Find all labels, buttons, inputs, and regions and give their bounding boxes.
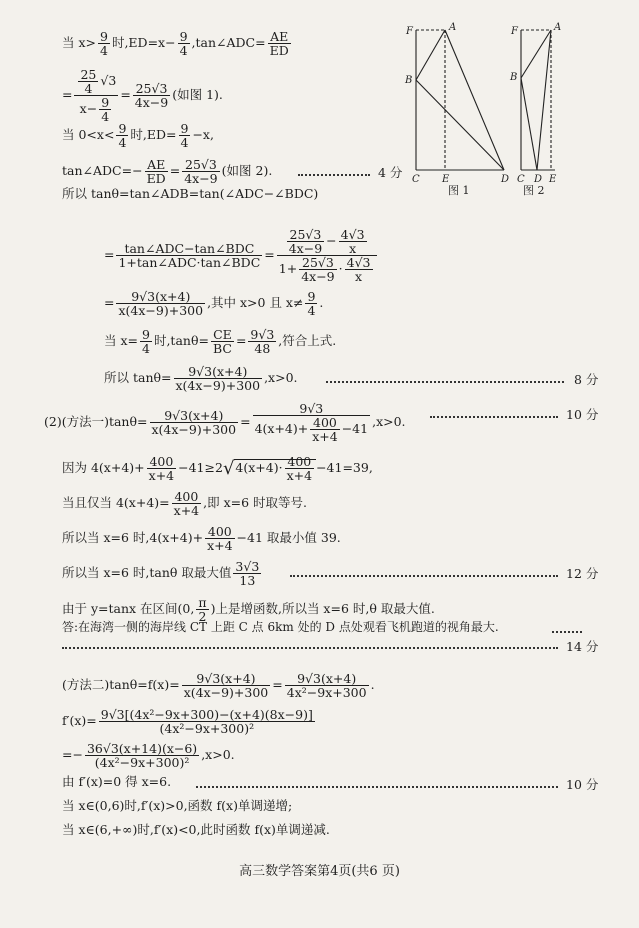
line-13 — [62, 525, 341, 552]
fraction — [116, 290, 205, 317]
fraction — [116, 242, 262, 269]
text: 所以当 x=6 时,4(x+4)+ — [62, 530, 204, 545]
numerator: 400 — [285, 455, 314, 469]
fraction — [174, 365, 263, 392]
compound-fraction — [74, 68, 118, 123]
fraction — [133, 82, 170, 109]
line-22 — [62, 822, 330, 837]
fraction — [179, 122, 191, 149]
text: . — [370, 677, 375, 692]
numerator: 400 — [310, 416, 339, 430]
numerator: 25√3 — [299, 256, 336, 270]
fraction — [299, 256, 336, 283]
denominator: x+4 — [312, 429, 338, 444]
text: 答:在海湾一侧的海岸线 CT 上距 C 点 6km 处的 D 点处观看飞机跑道的视角最大. — [62, 620, 499, 634]
leader-dots — [430, 416, 558, 418]
text: = — [264, 247, 275, 262]
numerator: 9 — [101, 95, 110, 110]
text: (如图 2). — [221, 163, 273, 178]
fraction — [248, 328, 276, 355]
numerator: 9 — [180, 121, 189, 136]
text: = — [62, 87, 73, 102]
text: ,符合上式. — [278, 333, 337, 348]
score-12: 12 分 — [566, 566, 599, 581]
leader-dots — [62, 647, 558, 649]
fraction — [182, 158, 219, 185]
denominator: x(4x−9)+300 — [183, 685, 269, 700]
text: = — [240, 414, 251, 429]
label-e: E — [549, 174, 557, 185]
label-c: C — [412, 174, 420, 185]
fraction — [196, 596, 208, 623]
fraction — [285, 455, 314, 482]
fraction — [268, 30, 291, 57]
score-10: 10 分 — [566, 407, 599, 422]
leader-dots — [298, 174, 370, 176]
denominator — [253, 416, 371, 443]
numerator: tan∠ADC−tan∠BDC — [116, 242, 262, 256]
text: 因为 4(x+4)+ — [62, 460, 145, 475]
figure-1 — [388, 20, 514, 198]
text: 由 f′(x)=0 得 x=6. — [62, 774, 172, 789]
text: 由于 y=tanx 在区间(0, — [62, 601, 195, 616]
fraction — [145, 158, 168, 185]
line-16 — [62, 620, 499, 635]
line-12 — [62, 490, 307, 517]
text: 所以 tanθ= — [104, 370, 172, 385]
denominator: 4 — [84, 81, 93, 96]
denominator: 4 — [307, 303, 316, 318]
text: ,tan∠ADC= — [191, 35, 266, 50]
denominator: 4 — [101, 109, 110, 124]
fraction — [172, 490, 201, 517]
line-8 — [104, 328, 336, 355]
denominator: 2 — [198, 609, 207, 624]
fraction — [150, 409, 239, 436]
text: tan∠ADC=− — [62, 163, 143, 178]
label-d: D — [534, 174, 543, 185]
denominator: 4 — [100, 43, 108, 58]
numerator: 36√3(x+14)(x−6) — [86, 741, 198, 756]
label-b: B — [510, 72, 518, 83]
radical — [234, 454, 316, 483]
text: ,x>0. — [201, 747, 235, 762]
line-3 — [62, 122, 214, 149]
fraction — [98, 30, 110, 57]
text: 当 x∈(0,6)时,f′(x)>0,函数 f(x)单调递增; — [62, 798, 293, 813]
figure-2-caption: 图 2 — [523, 184, 545, 197]
denominator: 4 — [142, 341, 150, 356]
text: −x, — [192, 127, 214, 142]
numerator: AE — [268, 30, 291, 44]
line-20 — [62, 774, 171, 789]
denominator: (4x²−9x+300)² — [94, 755, 190, 770]
line-5 — [62, 186, 318, 201]
numerator: 9 — [307, 289, 316, 304]
label-e: E — [442, 174, 450, 185]
text: = — [169, 163, 181, 178]
denominator: BC — [212, 341, 232, 356]
numerator: 4√3 — [340, 227, 365, 242]
denominator: 4x−9 — [184, 171, 218, 186]
line-21 — [62, 798, 292, 813]
text: ,x>0. — [372, 414, 406, 429]
denominator: 4x²−9x+300 — [286, 685, 367, 700]
denominator: x+4 — [207, 538, 233, 553]
fraction — [116, 122, 128, 149]
text: 时,ED=x− — [111, 35, 176, 50]
text: (2)(方法一)tanθ= — [44, 414, 148, 429]
numerator: AE — [145, 158, 168, 172]
line-10 — [44, 402, 406, 443]
figure-2 — [505, 20, 575, 198]
text: = — [120, 87, 131, 102]
numerator: 9√3(x+4) — [150, 409, 239, 423]
fraction — [78, 68, 98, 95]
denominator: x(4x−9)+300 — [175, 378, 261, 393]
fraction — [310, 416, 339, 443]
denominator: ED — [146, 171, 166, 186]
numerator: 400 — [172, 490, 201, 504]
leader-dots — [196, 786, 558, 788]
line-7 — [104, 290, 323, 317]
denominator: 4 — [180, 135, 189, 150]
compound-fraction — [253, 402, 371, 443]
fraction — [285, 672, 369, 699]
text: =− — [62, 747, 83, 762]
text: ,x>0. — [264, 370, 298, 385]
text: 当且仅当 4(x+4)= — [62, 495, 170, 510]
line-14 — [62, 560, 263, 587]
text: x− — [79, 101, 98, 116]
text: )上是增函数,所以当 x=6 时,θ 取最大值. — [210, 601, 435, 616]
numerator: 9√3(x+4) — [182, 672, 271, 686]
text: ,其中 x>0 且 x≠ — [207, 295, 304, 310]
denominator: x+4 — [173, 503, 200, 518]
score-14: 14 分 — [566, 639, 599, 654]
numerator: 9√3 — [253, 402, 371, 416]
denominator: ED — [269, 43, 289, 58]
denominator: x — [349, 241, 357, 256]
text: 当 x∈(6,+∞)时,f′(x)<0,此时函数 f(x)单调递减. — [62, 822, 330, 837]
fraction — [99, 96, 111, 123]
compound-fraction — [277, 228, 377, 283]
text: −41=39, — [316, 460, 373, 475]
numerator: 4√3 — [346, 255, 371, 270]
fraction — [85, 742, 199, 769]
line-1 — [62, 30, 293, 57]
label-b: B — [405, 75, 413, 86]
denominator: 1+ $\frac{25√3}{4x-9}$ · $\frac{4√3}{x}$ — [278, 255, 371, 284]
denominator: x(4x−9)+300 — [151, 422, 237, 437]
line-6 — [104, 228, 379, 283]
score-8: 8 分 — [574, 372, 599, 387]
line-4 — [62, 158, 272, 185]
denominator: 4x−9 — [288, 241, 323, 256]
numerator: 9√3 — [250, 327, 275, 342]
denominator: x+4 — [286, 468, 313, 483]
numerator: 3√3 — [235, 559, 260, 574]
text: f′(x)= — [62, 713, 97, 728]
fraction — [205, 525, 234, 552]
score-4: 4 分 — [378, 165, 403, 180]
text: −41≥2 — [178, 460, 223, 475]
denominator: 4x−9 — [301, 269, 335, 284]
label-c: C — [517, 174, 525, 185]
denominator: 4 — [179, 43, 188, 58]
leader-dots — [326, 381, 564, 383]
numerator: 9√3(x+4) — [285, 672, 369, 686]
numerator: π — [198, 595, 207, 610]
text: 所以 tanθ=tan∠ADB=tan(∠ADC−∠BDC) — [62, 186, 319, 201]
denominator: 1+tan∠ADC·tan∠BDC — [118, 255, 261, 270]
leader-dots — [290, 575, 558, 577]
numerator: 9√3(x+4) — [174, 365, 263, 379]
line-15 — [62, 596, 435, 623]
numerator: 25√3 — [133, 82, 170, 96]
numerator: $\frac{25√3}{4x-9}$ − $\frac{4√3}{x}$ — [277, 228, 377, 256]
line-17 — [62, 672, 375, 699]
numerator: 25√3 — [287, 228, 324, 242]
text: −41 取最小值 39. — [236, 530, 341, 545]
denominator: 13 — [239, 573, 256, 588]
denominator: 48 — [254, 341, 271, 356]
fraction — [345, 256, 373, 283]
label-f: F — [511, 26, 518, 37]
fraction — [140, 328, 152, 355]
denominator — [74, 96, 118, 123]
text: . — [319, 295, 324, 310]
text: (如图 1). — [172, 87, 223, 102]
text: = — [104, 247, 115, 262]
text: −41 — [341, 421, 369, 436]
line-11: 因为 4(x+4)+ $\frac{400}{x+4}$ −41≥2√4(x+4)· $\frac{400}{x+4}$ −41=39, — [62, 454, 373, 483]
numerator: 9 — [118, 121, 127, 136]
text: 时,tanθ= — [153, 333, 209, 348]
numerator: 9√3[(4x²−9x+300)−(x+4)(8x−9)] — [100, 707, 313, 722]
numerator — [74, 68, 118, 96]
label-a: A — [449, 22, 457, 33]
text: = — [235, 333, 247, 348]
text: ,即 x=6 时取等号. — [203, 495, 307, 510]
text: 所以当 x=6 时,tanθ 取最大值 — [62, 565, 232, 580]
text: 4(x+4)+ — [254, 421, 309, 436]
line-9 — [104, 365, 298, 392]
score-10-b: 10 分 — [566, 777, 599, 792]
fraction — [339, 228, 367, 255]
numerator: 9 — [142, 327, 150, 342]
numerator: 400 — [147, 455, 176, 469]
fraction — [147, 455, 176, 482]
label-f: F — [406, 26, 413, 37]
numerator: 400 — [205, 525, 234, 539]
numerator: 9 — [100, 29, 108, 44]
numerator: 25 — [80, 67, 97, 82]
text: 4(x+4)· — [235, 460, 283, 475]
numerator: 9√3(x+4) — [116, 290, 205, 304]
fraction — [211, 328, 234, 355]
fraction — [233, 560, 261, 587]
text: 1+ — [278, 261, 298, 276]
text: 时,ED= — [130, 127, 177, 142]
fraction — [305, 290, 317, 317]
text: 当 0<x< — [62, 127, 115, 142]
leader-dots — [552, 631, 582, 633]
fraction — [287, 228, 324, 255]
page-footer: 高三数学答案第4页(共6 页) — [239, 864, 400, 879]
figure-1-caption: 图 1 — [448, 184, 470, 197]
label-a: A — [554, 22, 562, 33]
text: = — [104, 295, 115, 310]
denominator: (4x²−9x+300)² — [159, 721, 255, 736]
denominator: 4x−9 — [134, 95, 169, 110]
line-18 — [62, 708, 317, 735]
text: 当 x> — [62, 35, 96, 50]
denominator: 4 — [118, 135, 127, 150]
numerator: 9 — [179, 29, 188, 44]
text: 当 x= — [104, 333, 138, 348]
text: = — [272, 677, 283, 692]
line-19 — [62, 742, 235, 769]
numerator: CE — [211, 328, 234, 342]
fraction — [178, 30, 190, 57]
sqrt: √3 — [100, 73, 117, 88]
denominator: x — [355, 269, 363, 284]
label-d: D — [501, 174, 510, 185]
text: (方法二)tanθ=f(x)= — [62, 677, 180, 692]
fraction — [99, 708, 315, 735]
fraction — [182, 672, 271, 699]
denominator: x(4x−9)+300 — [118, 303, 204, 318]
denominator: x+4 — [148, 468, 175, 483]
numerator: 25√3 — [182, 158, 219, 172]
line-2 — [62, 68, 223, 123]
